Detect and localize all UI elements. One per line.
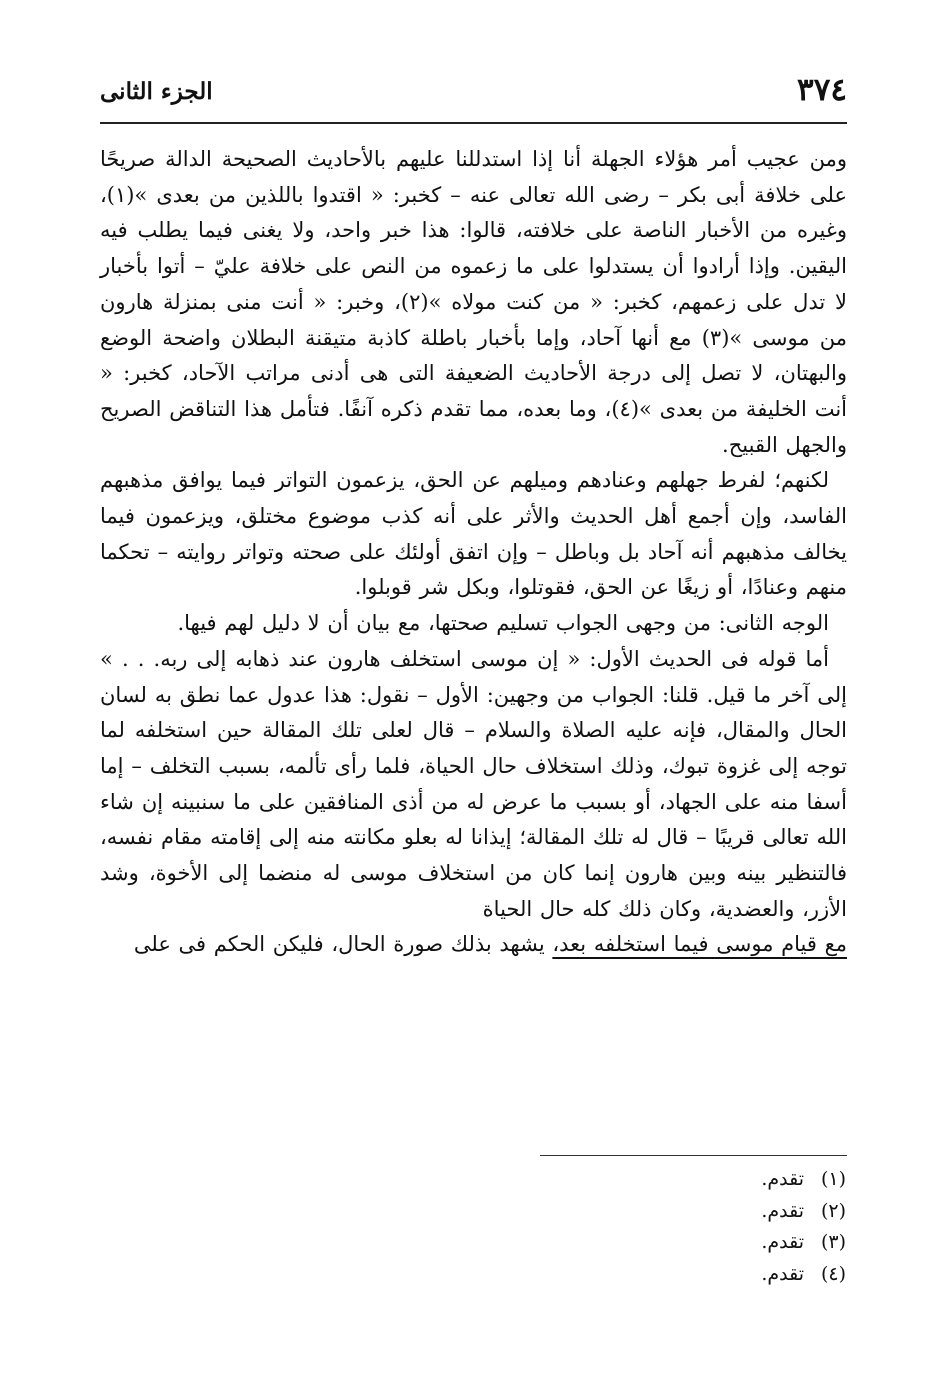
page-number: ٣٧٤ xyxy=(797,72,847,108)
paragraph-3: الوجه الثانى: من وجهى الجواب تسليم صحتها، مع بيان أن لا دليل لهم فيها. xyxy=(177,611,829,636)
footnote-4 xyxy=(761,1259,846,1291)
footnote-number: (٤) xyxy=(820,1262,846,1285)
footnote-3 xyxy=(761,1227,846,1259)
paragraph-2: لكنهم؛ لفرط جهلهم وعنادهم وميلهم عن الحق، يزعمون التواتر فيما يوافق مذهبهم الفاسد، وإن أجمع أهل الحديث والأثر على أنه كذب موضوع مختلق، ويزعمون فيما يخالف مذهبهم أنه آحاد بل وباطل – وإن اتفق أولئك على صحته وتواتر روايته – تحكما منهم وعنادًا، أو زيغًا عن الحق، فقوتلوا، وبكل شر قوبلوا. xyxy=(100,468,847,600)
page-header xyxy=(100,66,847,118)
main-text xyxy=(100,142,847,963)
footnotes xyxy=(761,1164,846,1290)
header-rule xyxy=(100,122,847,124)
footnote-number: (٢) xyxy=(820,1199,846,1222)
footnote-text: تقدم. xyxy=(761,1168,804,1190)
paragraph-4 xyxy=(100,642,847,963)
footnote-number: (٣) xyxy=(820,1231,846,1253)
footnote-1 xyxy=(761,1164,846,1196)
last-line-rest: يشهد بذلك صورة الحال، فليكن الحكم فى على xyxy=(133,932,553,957)
footnote-rule xyxy=(540,1155,847,1156)
running-title: الجزء الثانى xyxy=(100,78,213,105)
footnote-text: تقدم. xyxy=(761,1199,804,1222)
footnote-text: تقدم. xyxy=(761,1231,804,1253)
paragraph-4-text: أما قوله فى الحديث الأول: « إن موسى استخلف هارون عند ذهابه إلى ربه. . . » إلى آخر ما قيل. قلنا: الجواب من وجهين: الأول – نقول: هذا عدول عما نطق به لسان الحال والمقال، فإنه عليه الصلاة والسلام – قال لعلى تلك المقالة حين استخلفه لما توجه إلى غزوة تبوك، وذلك استخلاف حال الحياة، فلما رأى تألمه، بسبب التخلف – إما أسفا منه على الجهاد، أو بسبب ما عرض له من أذى المنافقين على ما سنبينه إن شاء الله تعالى قريبًا – قال له تلك المقالة؛ إيذانا له بعلو مكانته منه إلى إقامته مقام نفسه، فالتنظير بينه وبين هارون إنما كان من استخلاف موسى له منضما إلى الأخوة، وشد الأزر، والعضدية، وكان ذلك كله حال الحياة xyxy=(100,646,847,921)
footnote-text: تقدم. xyxy=(761,1262,804,1285)
paragraph-1: ومن عجيب أمر هؤلاء الجهلة أنا إذا استدللنا عليهم بالأحاديث الصحيحة الدالة صريحًا على خلافة أبى بكر – رضى الله تعالى عنه – كخبر: « اقتدوا باللذين من بعدى »(١)، وغيره من الأخبار الناصة على خلافته، قالوا: هذا خبر واحد، ولا يغنى فيما يطلب فيه اليقين. وإذا أرادوا أن يستدلوا على ما زعموه من النص على خلافة عليّ – أتوا بأخبار لا تدل على زعمهم، كخبر: « من كنت مولاه »(٢)، وخبر: « أنت منى بمنزلة هارون من موسى »(٣) مع أنها آحاد، وإما بأخبار باطلة كاذبة متيقنة البطلان واضحة الوضع والبهتان، لا تصل إلى درجة الأحاديث الضعيفة التى هى أدنى مراتب الآحاد، كخبر: « أنت الخليفة من بعدى »(٤)، وما بعده، مما تقدم ذكره آنفًا. فتأمل هذا التناقض الصريح والجهل القبيح. xyxy=(100,147,848,457)
footnote-number: (١) xyxy=(820,1168,846,1190)
underlined-phrase: مع قيام موسى فيما استخلفه بعد، xyxy=(552,932,847,957)
footnote-2 xyxy=(761,1196,846,1228)
